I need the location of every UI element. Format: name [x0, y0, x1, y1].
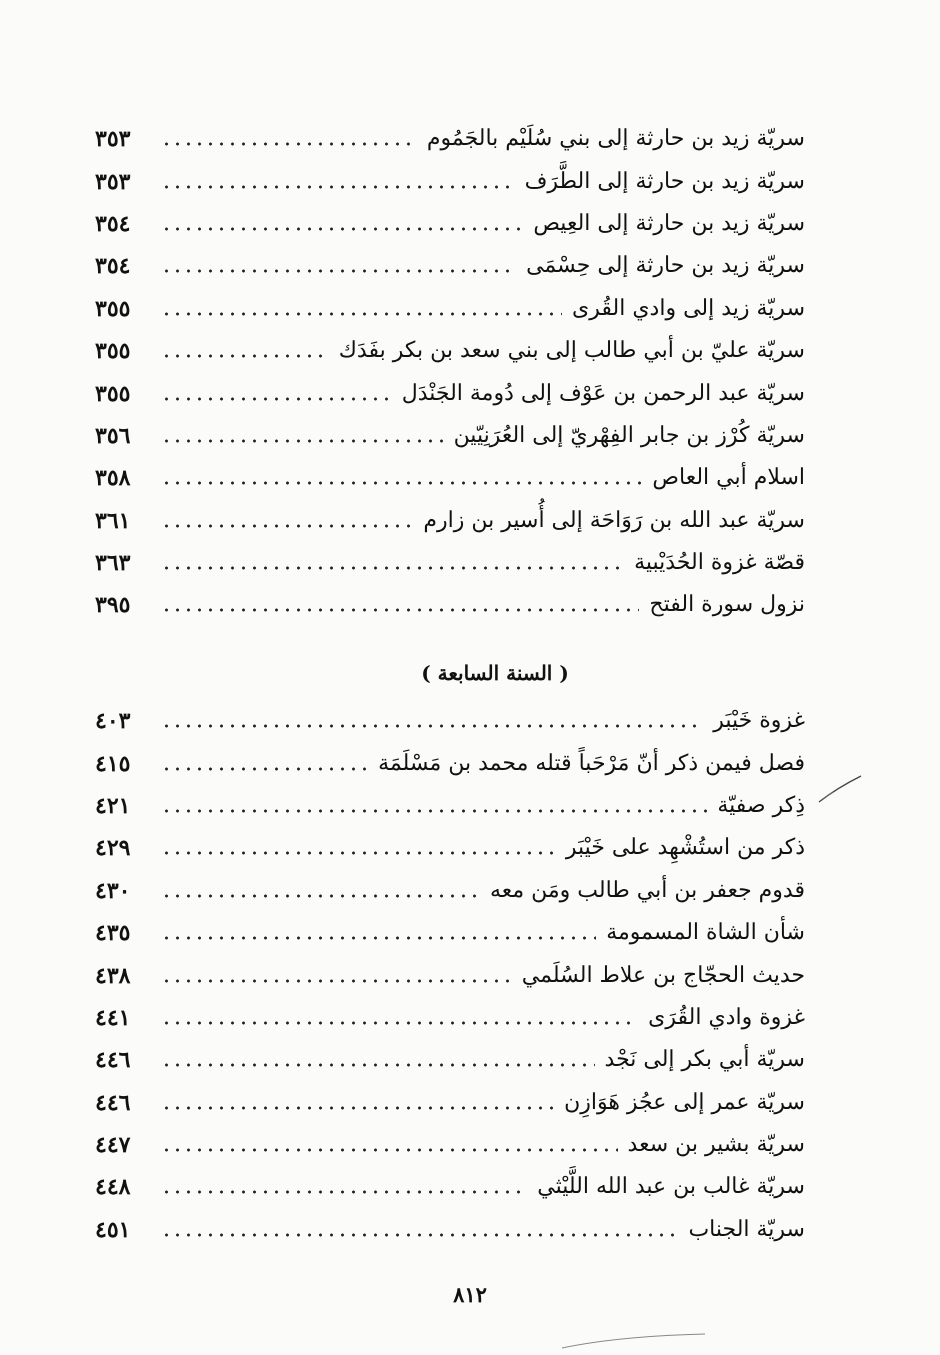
dot-leader [161, 979, 512, 983]
dot-leader [161, 1106, 554, 1110]
toc-entry-title: سريّة كُرْز بن جابر الفِهْريّ إلى العُرَنِيّين [453, 422, 805, 448]
toc-entry [95, 245, 805, 287]
dot-leader [161, 354, 329, 358]
toc-entry-page: ٣٦١ [95, 507, 131, 534]
dot-leader [161, 894, 480, 898]
dot-leader [161, 269, 516, 273]
toc-entry-page: ٣٥٨ [95, 465, 131, 492]
dot-leader [161, 566, 624, 570]
dot-leader [161, 767, 368, 771]
toc-entry [95, 997, 805, 1039]
toc-entry [95, 415, 805, 457]
toc-section-year6 [95, 118, 805, 627]
toc-entry [95, 827, 805, 869]
toc-entry [95, 500, 805, 542]
toc-entry [95, 954, 805, 996]
toc-entry-title: غزوة خَيْبَر [713, 708, 805, 734]
toc-entry-title: ذكر من استُشْهِد على خَيْبَر [565, 835, 805, 861]
dot-leader [161, 185, 515, 189]
toc-entry [95, 1082, 805, 1124]
dot-leader [161, 227, 523, 231]
toc-section-year7 [95, 700, 805, 1251]
toc-entry [95, 1124, 805, 1166]
dot-leader [161, 524, 413, 528]
dot-leader [161, 608, 639, 612]
toc-entry-page: ٣٥٥ [95, 380, 131, 407]
toc-entry [95, 457, 805, 499]
toc-entry-page: ٣٥٥ [95, 338, 131, 365]
toc-entry-title: قدوم جعفر بن أبي طالب ومَن معه [489, 877, 805, 903]
toc-entry-title: سريّة زيد بن حارثة إلى بني سُلَيْم بالجَمُوم [426, 126, 805, 152]
toc-entry-page: ٤٣٠ [95, 877, 131, 904]
toc-entry-page: ٣٩٥ [95, 592, 131, 619]
toc-entry-title: قصّة غزوة الحُدَيْبية [634, 550, 805, 576]
toc-entry [95, 742, 805, 784]
scan-smudge [560, 1330, 710, 1352]
dot-leader [161, 142, 417, 146]
toc-entry-page: ٤١٥ [95, 750, 131, 777]
pencil-mark [815, 770, 865, 810]
toc-entry [95, 160, 805, 202]
toc-entry-title: سريّة غالب بن عبد الله اللَّيْثي [537, 1174, 805, 1200]
toc-entry [95, 1209, 805, 1251]
dot-leader [161, 439, 444, 443]
toc-entry [95, 118, 805, 160]
toc-entry [95, 330, 805, 372]
dot-leader [161, 1063, 595, 1067]
dot-leader [161, 481, 642, 485]
toc-entry-title: سريّة عبد الرحمن بن عَوْف إلى دُومة الجَنْدَل [401, 380, 805, 406]
toc-entry-title: غزوة وادي القُرَى [648, 1004, 805, 1030]
toc-entry-page: ٣٥٤ [95, 210, 131, 237]
toc-entry [95, 288, 805, 330]
dot-leader [161, 936, 596, 940]
dot-leader [161, 809, 707, 813]
toc-entry-page: ٤٣٥ [95, 920, 131, 947]
dot-leader [161, 312, 562, 316]
toc-entry-title: سريّة زيد بن حارثة إلى العِيص [533, 210, 805, 236]
toc-entry-page: ٤٤٦ [95, 1047, 131, 1074]
toc-entry-page: ٣٥٥ [95, 295, 131, 322]
toc-entry-title: سريّة عليّ بن أبي طالب إلى بني سعد بن بكر بفَدَك [338, 338, 805, 364]
dot-leader [161, 851, 556, 855]
toc-entry-title: سريّة عمر إلى عجُز هَوَازِن [564, 1089, 805, 1115]
toc-entry-page: ٣٥٤ [95, 253, 131, 280]
toc-entry-page: ٤٤٨ [95, 1174, 131, 1201]
toc-entry-title: ذِكر صفيّة [717, 792, 805, 818]
toc-entry [95, 912, 805, 954]
dot-leader [161, 1190, 527, 1194]
toc-entry-title: سريّة زيد بن حارثة إلى الطَّرَف [524, 168, 805, 194]
toc-entry [95, 1039, 805, 1081]
toc-entry-page: ٣٥٣ [95, 168, 131, 195]
toc-entry [95, 542, 805, 584]
toc-entry-page: ٤٠٣ [95, 708, 131, 735]
section-heading [0, 661, 940, 685]
toc-entry [95, 870, 805, 912]
toc-entry [95, 700, 805, 742]
toc-entry-page: ٣٦٣ [95, 550, 131, 577]
toc-entry-title: سريّة زيد إلى وادي القُرى [572, 295, 805, 321]
toc-entry-page: ٤٢٩ [95, 835, 131, 862]
dot-leader [161, 724, 703, 728]
toc-entry-title: سريّة عبد الله بن رَوَاحَة إلى أُسير بن زارم [423, 507, 805, 533]
toc-entry [95, 1166, 805, 1208]
toc-entry [95, 203, 805, 245]
toc-entry-page: ٤٤١ [95, 1004, 131, 1031]
toc-entry-title: اسلام أبي العاص [652, 465, 805, 491]
toc-entry-title: سريّة الجناب [688, 1216, 805, 1242]
toc-entry-page: ٤٢١ [95, 792, 131, 819]
toc-entry-title: سريّة أبي بكر إلى نَجْد [604, 1047, 805, 1073]
toc-entry-page: ٤٥١ [95, 1216, 131, 1243]
toc-entry-title: فصل فيمن ذكر أنّ مَرْحَباً قتله محمد بن مَسْلَمَة [378, 750, 805, 776]
toc-entry [95, 584, 805, 626]
toc-entry-page: ٤٤٧ [95, 1132, 131, 1159]
toc-entry [95, 372, 805, 414]
toc-entry-page: ٣٥٦ [95, 422, 131, 449]
dot-leader [161, 1021, 638, 1025]
dot-leader [161, 1148, 618, 1152]
toc-entry-page: ٣٥٣ [95, 126, 131, 153]
toc-entry-page: ٤٤٦ [95, 1089, 131, 1116]
toc-entry-page: ٤٣٨ [95, 962, 131, 989]
toc-entry [95, 785, 805, 827]
toc-entry-title: سريّة زيد بن حارثة إلى حِسْمَى [526, 253, 805, 279]
toc-entry-title: نزول سورة الفتح [649, 592, 805, 618]
page-number: ٨١٢ [453, 1282, 487, 1307]
toc-entry-title: سريّة بشير بن سعد [627, 1132, 805, 1158]
toc-entry-title: حديث الحجّاج بن علاط السُلَمي [521, 962, 805, 988]
toc-entry-title: شأن الشاة المسمومة [606, 920, 805, 946]
dot-leader [161, 1233, 678, 1237]
section-heading-text: ( السنة السابعة ) [421, 661, 569, 685]
dot-leader [161, 397, 392, 401]
